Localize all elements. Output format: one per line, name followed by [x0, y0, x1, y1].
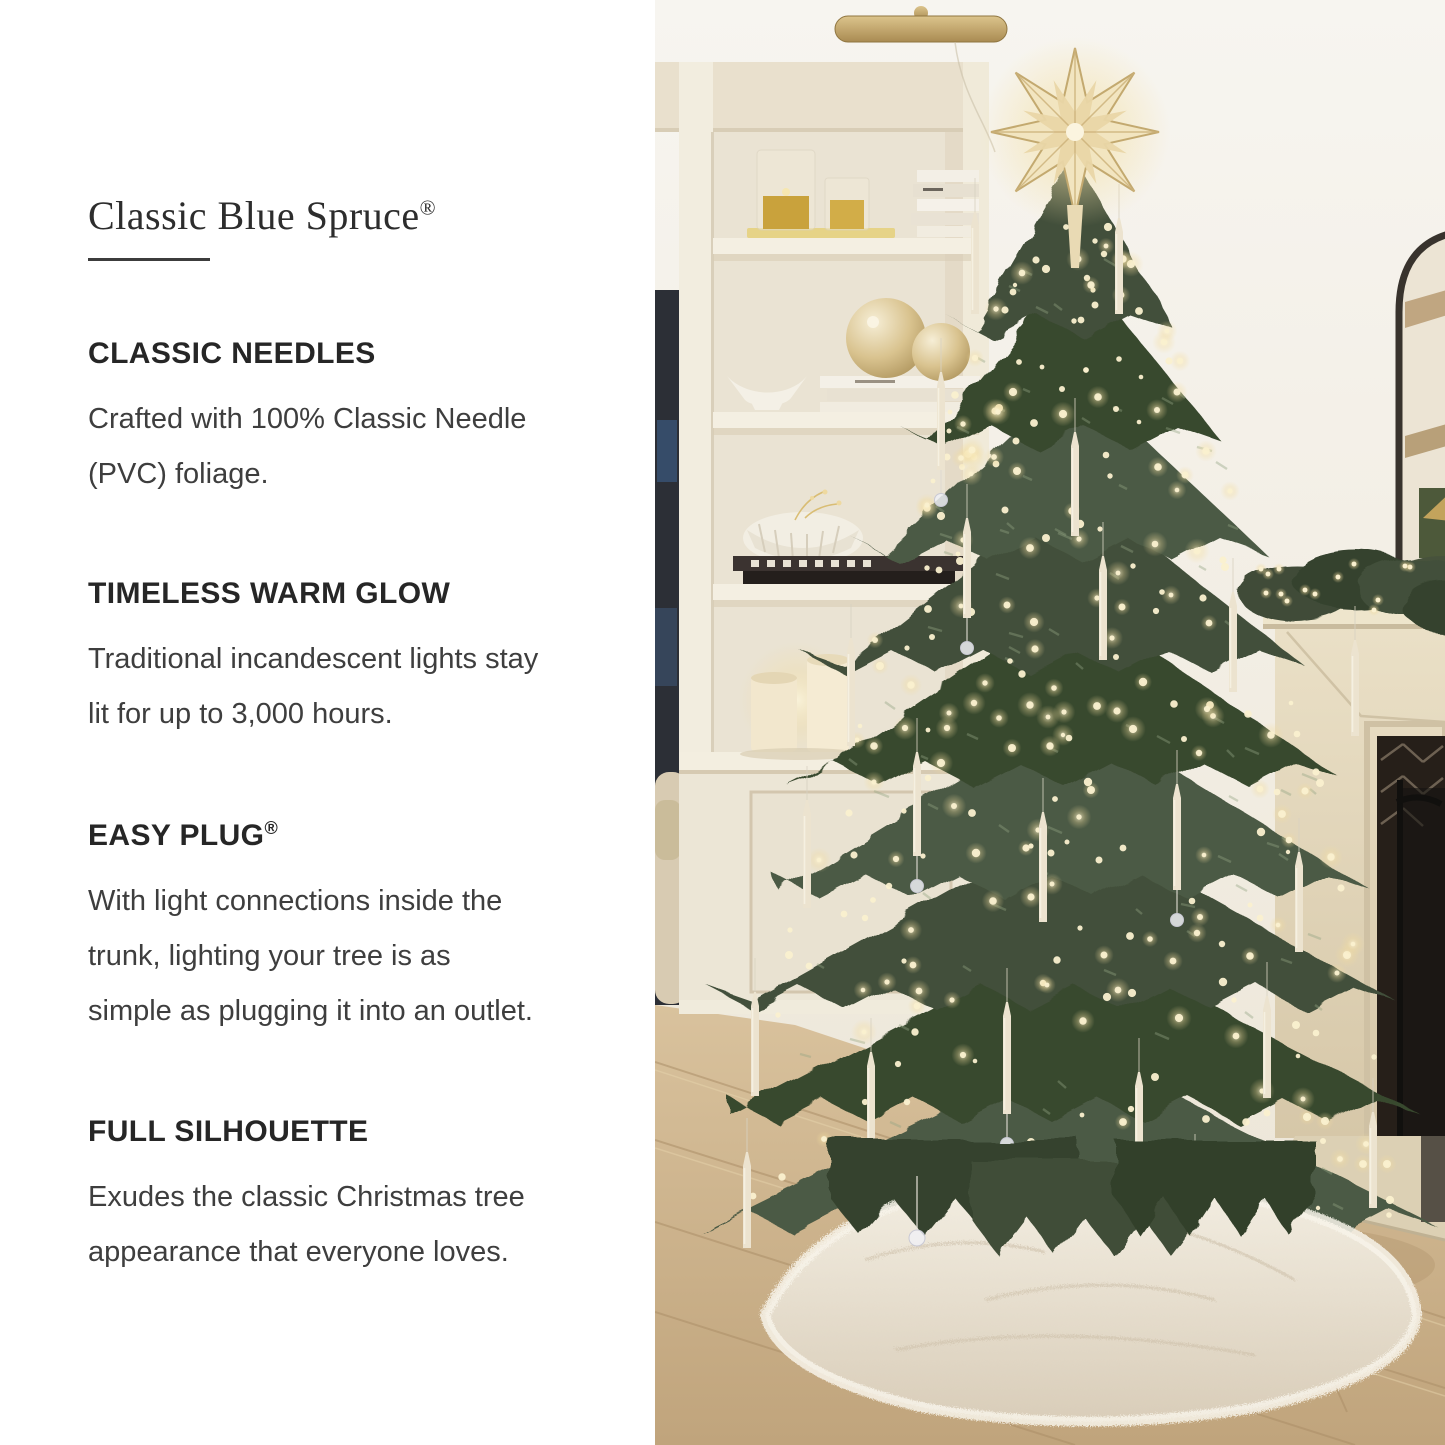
fire-tool	[1421, 1136, 1445, 1222]
feature-body-line: Traditional incandescent lights stay	[88, 643, 539, 675]
feature-section-warm-glow	[88, 568, 633, 742]
feature-body-line: Crafted with 100% Classic Needle	[88, 403, 527, 435]
white-book-stack-top	[911, 170, 979, 237]
feature-heading: FULL SILHOUETTE	[88, 1115, 369, 1148]
lifestyle-photo	[655, 0, 1445, 1445]
feature-section-classic-needles	[88, 328, 633, 502]
feature-heading: TIMELESS WARM GLOW	[88, 577, 451, 610]
armchair-pillow	[655, 800, 681, 860]
feature-section-full-silhouette	[88, 1106, 633, 1280]
title-underline-rule	[88, 258, 210, 261]
feature-body-line: lit for up to 3,000 hours.	[88, 698, 393, 730]
product-title	[88, 192, 436, 239]
feature-body-line: simple as plugging it into an outlet.	[88, 995, 533, 1027]
feature-text-panel	[0, 0, 655, 1445]
fire-screen	[1403, 788, 1445, 1136]
product-title-text: Classic Blue Spruce	[88, 193, 420, 238]
mirror-window	[1419, 488, 1445, 558]
feature-heading: EASY PLUG®	[88, 818, 279, 852]
doorway-blue-chair	[655, 608, 677, 686]
feature-body-line: Exudes the classic Christmas tree	[88, 1181, 525, 1213]
feature-body-line: trunk, lighting your tree is as	[88, 940, 451, 972]
feature-body-line: With light connections inside the	[88, 885, 503, 917]
feature-body-line: appearance that everyone loves.	[88, 1236, 509, 1268]
sphere-highlight	[867, 316, 879, 328]
doorway-blue-art	[657, 420, 677, 482]
registered-mark: ®	[419, 195, 437, 220]
feature-body-line: (PVC) foliage.	[88, 458, 269, 490]
arched-mirror	[1399, 230, 1445, 588]
gold-mercury-sphere-large	[846, 298, 926, 378]
pillar-candles	[739, 642, 860, 760]
feature-heading: CLASSIC NEEDLES	[88, 337, 376, 370]
feature-section-easy-plug	[88, 810, 633, 1039]
